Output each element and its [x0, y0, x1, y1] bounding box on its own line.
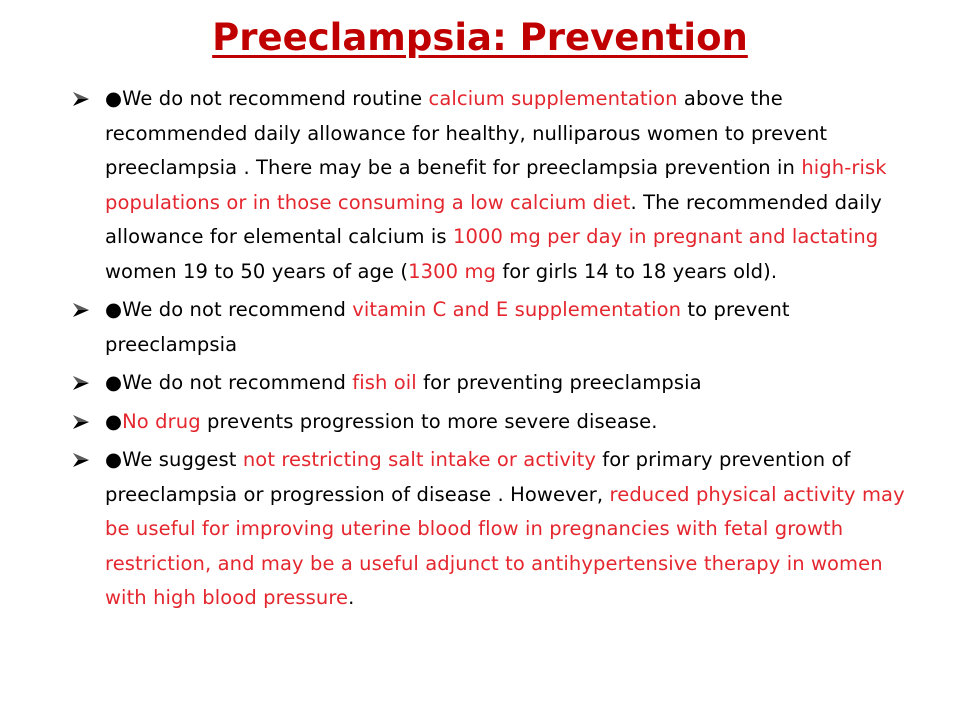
- highlighted-text: 1300 mg: [408, 259, 497, 283]
- body-text: .: [348, 586, 355, 609]
- body-text: ●We do not recommend: [105, 371, 353, 394]
- highlighted-text: high-risk populations or in those consuming a low calcium diet: [105, 156, 887, 214]
- page-title: Preeclampsia: Prevention: [212, 16, 748, 59]
- body-text: ●We do not recommend routine: [105, 87, 429, 110]
- bullet-list: [70, 82, 910, 616]
- bullet-text: [105, 448, 905, 609]
- body-text: to prevent preeclampsia: [105, 298, 790, 356]
- highlighted-text: vitamin C and E supplementation: [352, 298, 682, 321]
- body-text: women 19 to 50 years of age (: [105, 259, 409, 283]
- bullet-text: [105, 298, 790, 356]
- highlighted-text: reduced physical activity may be useful for improving uterine blood flow in pregnancies with fetal growth restriction, and may be a useful adjunct to antihypertensive therapy in women with high blood pressure: [105, 482, 905, 609]
- body-text: for primary prevention of preeclampsia or progression of disease . However,: [105, 448, 851, 506]
- arrowhead-check-icon: [70, 82, 92, 116]
- bullet-item: [70, 293, 910, 362]
- bullet-item: [70, 443, 910, 616]
- body-text: ●We suggest: [105, 448, 243, 471]
- arrowhead-check-icon: [70, 405, 92, 439]
- highlighted-text: not restricting salt intake or activity: [242, 448, 596, 471]
- highlighted-text: No drug: [122, 409, 201, 433]
- body-text: prevents progression to more severe disease.: [200, 409, 658, 433]
- highlighted-text: calcium supplementation: [428, 87, 678, 110]
- body-text: for girls 14 to 18 years old).: [496, 259, 778, 283]
- body-text: ●: [105, 409, 123, 433]
- arrowhead-check-icon: [70, 293, 92, 327]
- bullet-item: [70, 82, 910, 289]
- bullet-text: [105, 410, 658, 433]
- bullet-item: [70, 405, 910, 440]
- bullet-item: [70, 366, 910, 401]
- body-text: for preventing preeclampsia: [416, 371, 702, 394]
- highlighted-text: 1000 mg per day in pregnant and lactating: [452, 225, 879, 248]
- bullet-text: [105, 87, 887, 283]
- body-text: ●We do not recommend: [105, 298, 353, 321]
- highlighted-text: fish oil: [352, 371, 417, 394]
- arrowhead-check-icon: [70, 443, 92, 477]
- body-text: . The recommended daily allowance for elemental calcium is: [105, 190, 882, 248]
- arrowhead-check-icon: [70, 366, 92, 400]
- bullet-text: [105, 371, 702, 394]
- body-text: above the recommended daily allowance for healthy, nulliparous women to prevent preeclampsia . There may be a benefit for preeclampsia prevention in: [105, 87, 828, 179]
